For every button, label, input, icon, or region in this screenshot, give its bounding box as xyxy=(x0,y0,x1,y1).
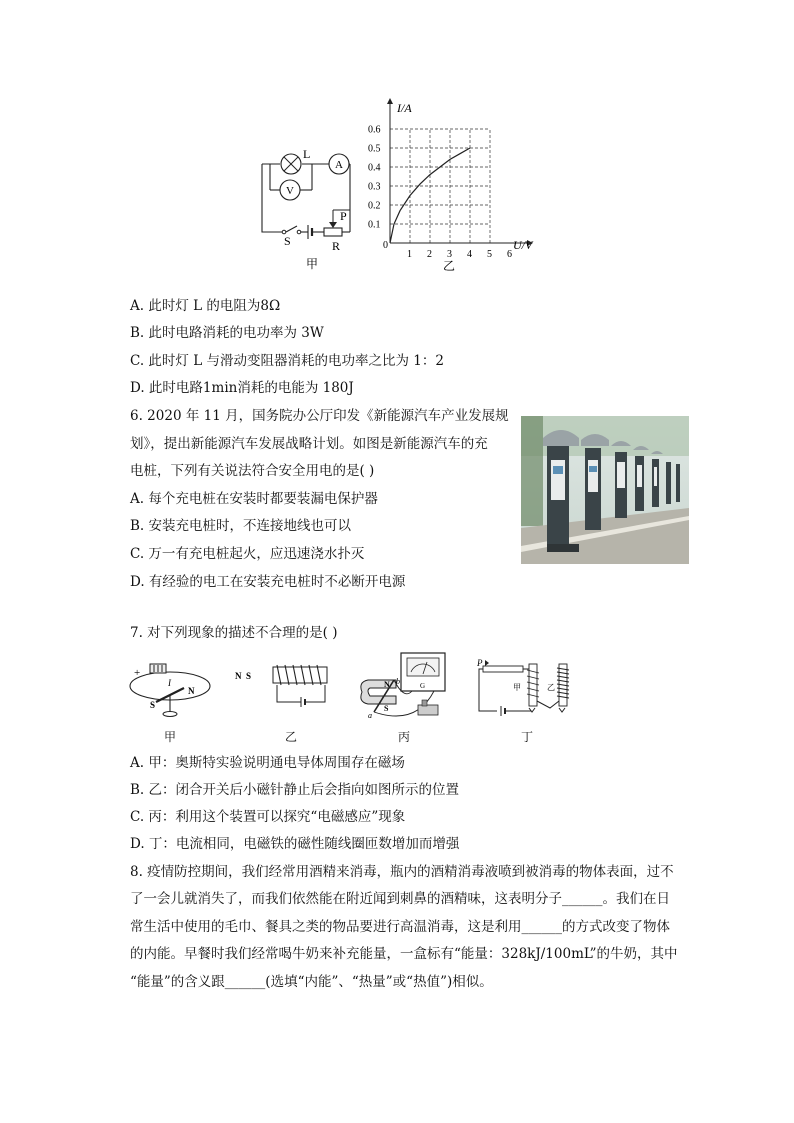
x-tick-label: 4 xyxy=(467,249,472,260)
x-tick-label: 3 xyxy=(447,249,452,260)
solenoid-figure xyxy=(233,662,333,714)
y-axis-label: I/A xyxy=(397,101,412,115)
q5-option-a[interactable]: A. 此时灯 L 的电阻为8Ω xyxy=(130,298,281,314)
y-tick-label: 0.6 xyxy=(368,124,381,136)
q5-option-b[interactable]: B. 此时电路消耗的电功率为 3W xyxy=(130,325,324,341)
magnet-jia-label: 甲 xyxy=(513,683,521,692)
charging-station-photo xyxy=(521,416,689,564)
q6-option-d[interactable]: D. 有经验的电工在安装充电桩时不必断开电源 xyxy=(130,574,406,590)
q7-caption-yi: 乙 xyxy=(285,730,298,744)
q6-option-c[interactable]: C. 万一有充电桩起火，应迅速浇水扑灭 xyxy=(130,546,365,562)
q8-line-5: “能量”的含义跟______(选填“内能”、“热量”或“热值”)相似。 xyxy=(130,974,493,990)
q7-option-b[interactable]: B. 乙：闭合开关后小磁针静止后会指向如图所示的位置 xyxy=(130,782,460,798)
q7-option-d[interactable]: D. 丁：电流相同，电磁铁的磁性随线圈匝数增加而增强 xyxy=(130,836,460,852)
switch-label: S xyxy=(284,234,291,248)
magnet-yi-label: 乙 xyxy=(547,683,555,692)
x-axis-label: U/V xyxy=(513,238,533,252)
circuit-caption: 甲 xyxy=(306,257,319,271)
rheostat-label: R xyxy=(332,239,341,253)
electromagnet-figure xyxy=(475,656,585,722)
voltmeter-label: V xyxy=(286,185,294,197)
q6-option-b[interactable]: B. 安装充电桩时，不连接地线也可以 xyxy=(130,518,352,534)
wire-a-label: a xyxy=(368,711,372,720)
lamp-label: L xyxy=(303,147,311,161)
q6-stem-line-3: 电桩，下列有关说法符合安全用电的是( ) xyxy=(130,463,375,479)
q6-option-a[interactable]: A. 每个充电桩在安装时都要装漏电保护器 xyxy=(130,491,378,507)
battery-symbol xyxy=(308,225,312,239)
q5-option-d[interactable]: D. 此时电路1min消耗的电能为 180J xyxy=(130,380,354,396)
x-tick-label: 6 xyxy=(507,249,512,260)
south-pole-label: S xyxy=(150,700,156,710)
q6-stem-line-1: 6. 2020 年 11 月，国务院办公厅印发《新能源汽车产业发展规 xyxy=(130,408,509,424)
q6-stem-line-2: 划》，提出新能源汽车发展战略计划。如图是新能源汽车的充 xyxy=(130,436,488,452)
slider-p-label: P xyxy=(477,658,483,668)
q7-caption-jia: 甲 xyxy=(164,730,177,744)
galvanometer-label: G xyxy=(420,682,426,690)
q7-option-c[interactable]: C. 丙：利用这个装置可以探究“电磁感应”现象 xyxy=(130,809,406,825)
y-tick-label: 0.5 xyxy=(368,143,381,155)
y-tick-label: 0.2 xyxy=(368,200,381,212)
q7-stem: 7. 对下列现象的描述不合理的是( ) xyxy=(130,625,338,641)
north-pole-label: N xyxy=(188,686,195,696)
y-tick-label: 0.3 xyxy=(368,181,381,193)
origin-label: 0 xyxy=(383,240,388,251)
x-tick-label: 1 xyxy=(407,249,412,260)
needle-n-label: N xyxy=(235,671,242,681)
y-tick-label: 0.4 xyxy=(368,162,381,174)
q8-line-3: 常生活中使用的毛巾、餐具之类的物品要进行高温消毒，这是利用______的方式改变了物体 xyxy=(130,919,670,935)
iu-graph xyxy=(365,98,540,278)
circuit-diagram xyxy=(252,140,362,275)
oersted-figure xyxy=(126,656,216,726)
q7-caption-ding: 丁 xyxy=(521,730,534,744)
x-tick-label: 5 xyxy=(487,249,492,260)
rheostat-symbol xyxy=(324,228,342,236)
q8-line-4: 的内能。早餐时我们经常喝牛奶来补充能量，一盒标有“能量：328kJ/100mL”的牛奶，其中 xyxy=(130,946,678,962)
q8-line-2: 了一会儿就消失了，而我们依然能在附近闻到刺鼻的酒精味，这表明分子______。我们在日 xyxy=(130,891,670,907)
x-tick-label: 2 xyxy=(427,249,432,260)
q7-caption-bing: 丙 xyxy=(398,730,411,744)
magnet-s-label: S xyxy=(384,704,389,713)
current-label: I xyxy=(168,678,171,688)
wire-b-label: b xyxy=(396,677,400,686)
chart-grid xyxy=(390,129,490,243)
plus-label: + xyxy=(134,667,141,679)
slider-label: P xyxy=(340,209,347,223)
needle-s-label: S xyxy=(246,671,252,681)
q5-option-c[interactable]: C. 此时灯 L 与滑动变阻器消耗的电功率之比为 1：2 xyxy=(130,353,444,369)
q7-option-a[interactable]: A. 甲：奥斯特实验说明通电导体周围存在磁场 xyxy=(130,755,405,771)
lamp-symbol xyxy=(281,154,301,174)
magnet-n-label: N xyxy=(384,680,390,689)
q8-line-1: 8. 疫情防控期间，我们经常用酒精来消毒，瓶内的酒精消毒液喷到被消毒的物体表面，过不 xyxy=(130,864,674,880)
ammeter-label: A xyxy=(335,159,343,171)
y-tick-label: 0.1 xyxy=(368,219,381,231)
graph-caption: 乙 xyxy=(443,259,456,273)
induction-figure xyxy=(356,650,466,728)
